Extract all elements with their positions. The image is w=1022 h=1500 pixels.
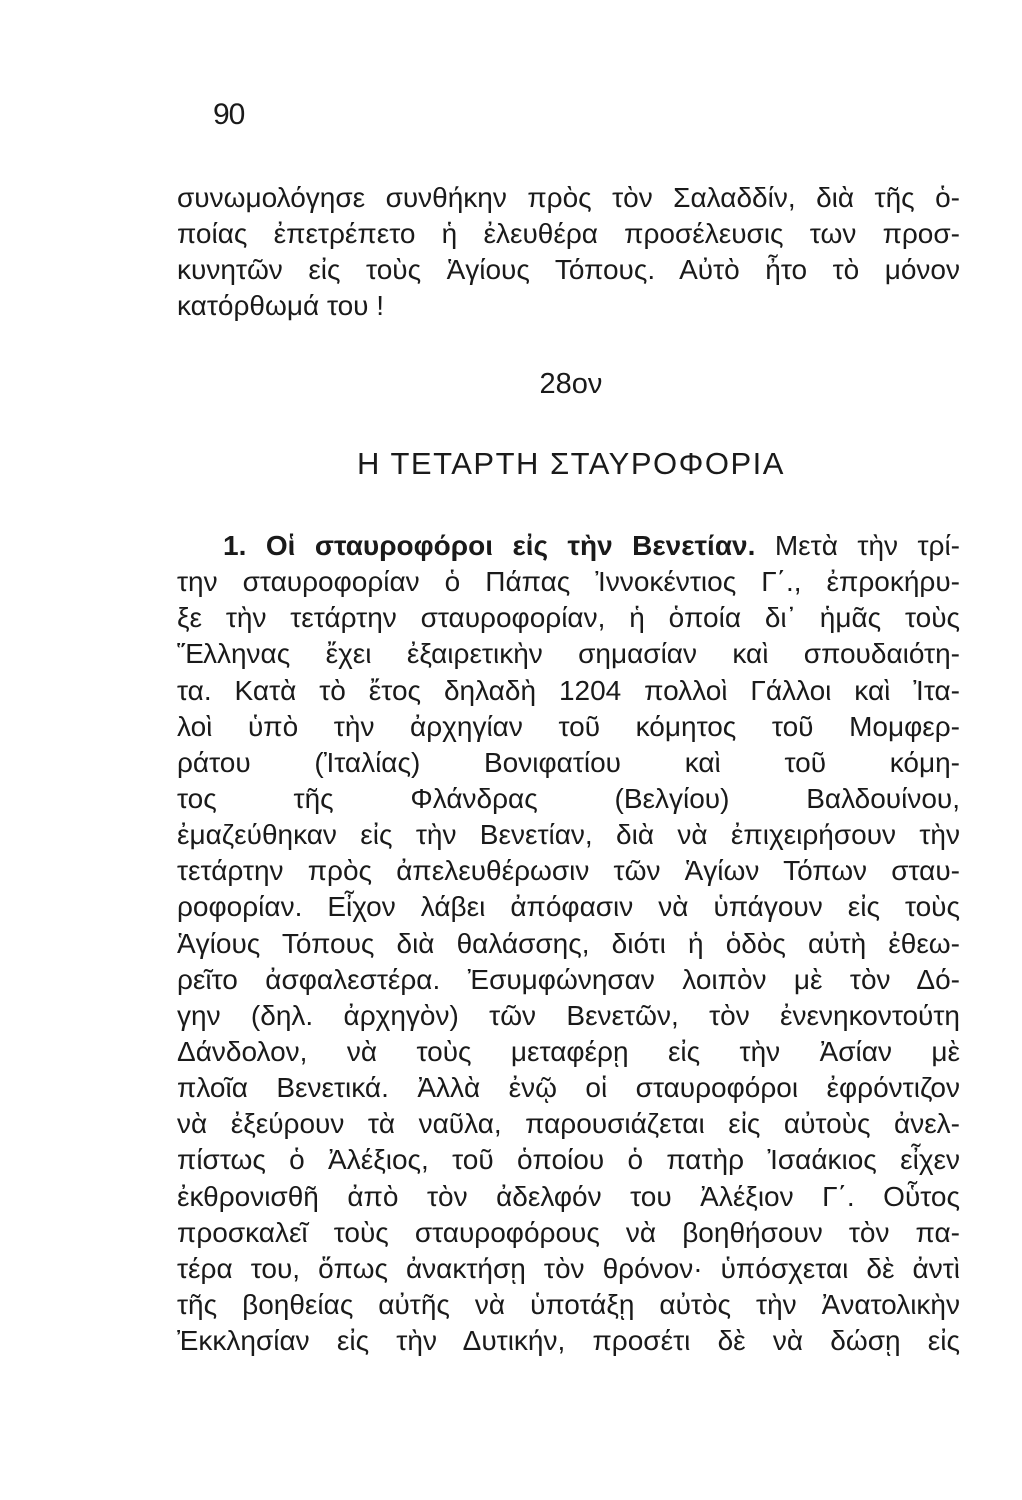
text-line: τέρα του, ὅπως ἀνακτήσῃ τὸν θρόνον· ὑπόσχεται δὲ ἀντὶ: [177, 1252, 960, 1284]
text-line: πίστως ὁ Ἀλέξιος, τοῦ ὁποίου ὁ πατὴρ Ἰσαάκιος εἶχεν: [177, 1144, 960, 1176]
text-line: λοὶ ὑπὸ τὴν ἀρχηγίαν τοῦ κόμητος τοῦ Μομφερ-: [177, 710, 960, 742]
text-line: πλοῖα Βενετικά. Ἀλλὰ ἐνῷ οἱ σταυροφόροι ἐφρόντιζον: [177, 1072, 960, 1104]
text-line: Δάνδολον, νὰ τοὺς μεταφέρῃ εἰς τὴν Ἀσίαν μὲ: [177, 1035, 960, 1067]
text-span: Μετὰ τὴν τρί-: [774, 530, 961, 561]
text-line: νὰ ἐξεύρουν τὰ ναῦλα, παρουσιάζεται εἰς αὐτοὺς ἀνελ-: [177, 1108, 960, 1140]
text-line: ἐμαζεύθηκαν εἰς τὴν Βενετίαν, διὰ νὰ ἐπιχειρήσουν τὴν: [177, 819, 960, 851]
text-line: Ἁγίους Τόπους διὰ θαλάσσης, διότι ἡ ὁδὸς αὐτὴ ἐθεω-: [177, 927, 960, 959]
text-line: Ἐκκλησίαν εἰς τὴν Δυτικήν, προσέτι δὲ νὰ δώσῃ εἰς: [177, 1325, 960, 1357]
text-line: ξε τὴν τετάρτην σταυροφορίαν, ἡ ὁποία δι᾽ ἡμᾶς τοὺς: [177, 602, 960, 634]
text-line: γην (δηλ. ἀρχηγὸν) τῶν Βενετῶν, τὸν ἐνενηκοντούτη: [177, 999, 960, 1031]
text-line: προσκαλεῖ τοὺς σταυροφόρους νὰ βοηθήσουν τὸν πα-: [177, 1216, 960, 1248]
text-line: ράτου (Ἰταλίας) Βονιφατίου καὶ τοῦ κόμη-: [177, 746, 960, 778]
text-line: κυνητῶν εἰς τοὺς Ἁγίους Τόπους. Αὐτὸ ἦτο τὸ μόνον: [177, 254, 960, 286]
text-line: την σταυροφορίαν ὁ Πάπας Ἰννοκέντιος Γ΄., ἐπροκήρυ-: [177, 566, 960, 598]
text-line: τῆς βοηθείας αὐτῆς νὰ ὑποτάξῃ αὐτὸς τὴν Ἀνατολικὴν: [177, 1288, 960, 1320]
text-line: τος τῆς Φλάνδρας (Βελγίου) Βαλδουίνου,: [177, 782, 960, 814]
text-line: Ἕλληνας ἔχει ἐξαιρετικὴν σημασίαν καὶ σπουδαιότη-: [177, 638, 960, 670]
section-first-line: [177, 528, 960, 564]
text-line: τα. Κατὰ τὸ ἔτος δηλαδὴ 1204 πολλοὶ Γάλλοι καὶ Ἰτα-: [177, 674, 960, 706]
intro-paragraph: [177, 180, 960, 325]
section-heading: 1. Οἱ σταυροφόροι εἰς τὴν Βενετίαν.: [223, 530, 756, 561]
text-line: τετάρτην πρὸς ἀπελευθέρωσιν τῶν Ἁγίων Τόπων σταυ-: [177, 855, 960, 887]
text-line: κατόρθωμά του !: [177, 290, 385, 322]
chapter-number: 28ον: [539, 368, 603, 400]
text-line: ἐκθρονισθῆ ἀπὸ τὸν ἀδελφόν του Ἀλέξιον Γ΄. Οὗτος: [177, 1180, 960, 1212]
text-line: ροφορίαν. Εἶχον λάβει ἀπόφασιν νὰ ὑπάγουν εἰς τοὺς: [177, 891, 960, 923]
text-line: ρεῖτο ἀσφαλεστέρα. Ἐσυμφώνησαν λοιπὸν μὲ τὸν Δό-: [177, 963, 960, 995]
page-number: 90: [213, 98, 245, 131]
text-line: συνωμολόγησε συνθήκην πρὸς τὸν Σαλαδδίν, διὰ τῆς ὁ-: [177, 182, 960, 213]
chapter-title: Η ΤΕΤΑΡΤΗ ΣΤΑΥΡΟΦΟΡΙΑ: [357, 446, 785, 481]
section-body: [177, 528, 960, 1359]
text-line: ποίας ἐπετρέπετο ἡ ἐλευθέρα προσέλευσις των προσ-: [177, 218, 960, 250]
